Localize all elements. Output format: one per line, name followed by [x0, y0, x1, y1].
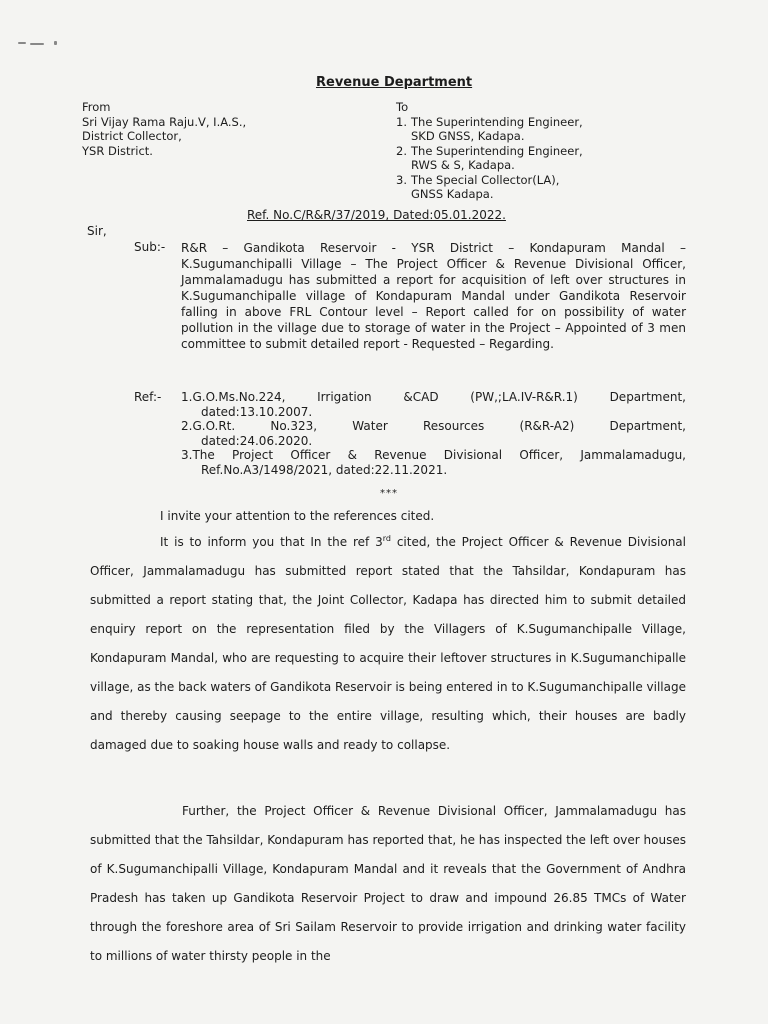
salutation: Sir, [87, 224, 107, 238]
recipient-line: SKD GNSS, Kadapa. [411, 129, 525, 143]
to-label: To [396, 100, 409, 114]
reference-item-date: dated:24.06.2020. [201, 433, 313, 448]
from-line: District Collector, [82, 129, 182, 143]
from-label: From [82, 100, 111, 114]
recipient-item [396, 115, 583, 144]
reference-item: 2.G.O.Rt. No.323, Water Resources (R&R-A2) Department, [181, 419, 686, 433]
reference-item-date: dated:13.10.2007. [201, 404, 313, 419]
recipient-line: The Superintending Engineer, [411, 143, 583, 158]
reference-item: 3.The Project Officer & Revenue Divisional Officer, Jammalamadugu, [181, 448, 686, 462]
recipient-line: The Special Collector(LA), [411, 172, 560, 187]
recipient-number: 3. [396, 172, 407, 187]
recipient-line: The Superintending Engineer, [411, 114, 583, 129]
paragraph-text: cited, the Project Officer & Revenue Divisional Officer, Jammalamadugu has submitted report stated that the Tahsildar, Kondapuram has submitted a report stating that, the Joint Collector, Kadapa has directed him to submit detailed enquiry report on the representation filed by the Villagers of K.Sugumanchipalle Village, Kondapuram Mandal, who are requesting to acquire their leftover structures in K.Sugumanchipalle village, as the back waters of Gandikota Reservoir is being entered in to K.Sugumanchipalle village and thereby causing seepage to the entire village, resulting which, their houses are badly damaged due to soaking house walls and ready to collapse. [90, 535, 686, 752]
references-label: Ref:- [134, 390, 162, 404]
body-paragraph: I invite your attention to the references cited. [160, 509, 435, 523]
subject-text: R&R – Gandikota Reservoir - YSR District – Kondapuram Mandal – K.Sugumanchipalli Village – The Project Officer & Revenue Divisional Officer, Jammalamadugu has submitted a report for acquisition of left over structures in K.Sugumanchipalle village of Kondapuram Mandal under Gandikota Reservoir falling in above FRL Contour level – Report called for on possibility of water pollution in the village due to storage of water in the Project – Appointed of 3 men committee to submit detailed report - Requested – Regarding. [181, 241, 686, 351]
references-list [181, 390, 686, 477]
paragraph-text: It is to inform you that In the ref 3 [160, 535, 383, 549]
from-line: YSR District. [82, 143, 153, 158]
separator: *** [380, 488, 398, 499]
to-block [396, 100, 583, 202]
recipient-line: RWS & S, Kadapa. [411, 158, 515, 172]
from-line: Sri Vijay Rama Raju.V, I.A.S., [82, 114, 247, 129]
recipient-item [396, 173, 583, 202]
recipient-number: 2. [396, 143, 407, 158]
department-title: Revenue Department [316, 75, 473, 90]
recipient-item [396, 144, 583, 173]
reference-number: Ref. No.C/R&R/37/2019, Dated:05.01.2022. [247, 208, 506, 222]
recipient-number: 1. [396, 114, 407, 129]
body-paragraph [90, 524, 686, 760]
scan-mark [18, 40, 60, 46]
recipient-line: GNSS Kadapa. [411, 187, 494, 201]
ordinal-suffix: rd [382, 534, 391, 543]
subject-label: Sub:- [134, 240, 166, 254]
from-block [82, 100, 246, 158]
reference-item-date: Ref.No.A3/1498/2021, dated:22.11.2021. [201, 462, 448, 477]
reference-item: 1.G.O.Ms.No.224, Irrigation &CAD (PW,;LA.IV-R&R.1) Department, [181, 390, 686, 404]
body-paragraph: Further, the Project Officer & Revenue Divisional Officer, Jammalamadugu has submitted that the Tahsildar, Kondapuram has reported that, he has inspected the left over houses of K.Sugumanchipalli Village, Kondapuram Mandal and it reveals that the Government of Andhra Pradesh has taken up Gandikota Reservoir Project to draw and impound 26.85 TMCs of Water through the foreshore area of Sri Sailam Reservoir to provide irrigation and drinking water facility to millions of water thirsty people in the [90, 804, 686, 963]
